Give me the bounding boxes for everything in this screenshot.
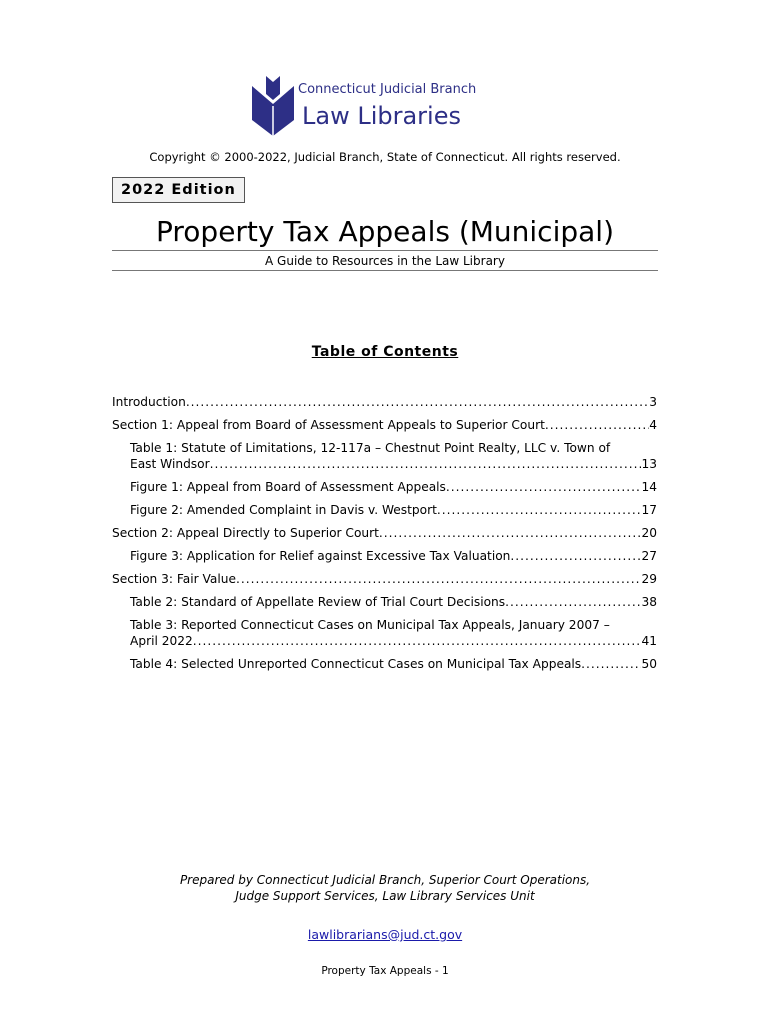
toc-leader-dots [510, 548, 641, 564]
toc-leader-dots [379, 525, 642, 541]
toc-leader-dots [210, 456, 642, 472]
title-rule-bottom [112, 270, 658, 271]
toc-leader-dots [581, 656, 641, 672]
toc-entry[interactable] [112, 479, 657, 495]
toc-entry-label: Figure 3: Application for Relief against Excessive Tax Valuation [130, 549, 511, 563]
unit-name: Law Libraries [302, 102, 461, 130]
toc-leader-dots [437, 502, 642, 518]
toc-entry-label: Table 2: Standard of Appellate Review of Trial Court Decisions [130, 595, 506, 609]
toc-entry-label: Introduction [112, 395, 186, 409]
toc-entry[interactable] [112, 440, 657, 472]
toc-entry[interactable] [112, 394, 657, 410]
document-subtitle: A Guide to Resources in the Law Library [265, 254, 505, 268]
contact-email [0, 927, 770, 942]
toc-entry[interactable] [112, 571, 657, 587]
toc-entry-label: Table 4: Selected Unreported Connecticut Cases on Municipal Tax Appeals [130, 657, 582, 671]
toc-page-number: 41 [641, 634, 657, 648]
toc-entry[interactable] [112, 525, 657, 541]
prepared-by-line-1: Prepared by Connecticut Judicial Branch, Superior Court Operations, [179, 873, 591, 887]
copyright-notice: Copyright © 2000-2022, Judicial Branch, State of Connecticut. All rights reserved. [149, 150, 621, 164]
email-link[interactable]: lawlibrarians@jud.ct.gov [307, 927, 463, 942]
toc-entry-label: East Windsor [130, 457, 210, 471]
table-of-contents [112, 394, 657, 679]
toc-leader-dots [505, 594, 641, 610]
page-footer: Property Tax Appeals - 1 [321, 965, 449, 977]
toc-entry-label: Table 1: Statute of Limitations, 12-117a – Chestnut Point Realty, LLC v. Town of [130, 441, 611, 455]
title-rule-top [112, 250, 658, 251]
toc-entry-label: Section 1: Appeal from Board of Assessment Appeals to Superior Court [112, 418, 545, 432]
toc-heading: Table of Contents [311, 344, 459, 360]
toc-entry-label: Section 2: Appeal Directly to Superior Court [112, 526, 379, 540]
toc-entry-label: Figure 2: Amended Complaint in Davis v. Westport [130, 503, 437, 517]
book-shield-icon [252, 76, 294, 138]
toc-page-number: 17 [641, 503, 657, 517]
toc-leader-dots [186, 394, 649, 410]
prepared-by-line-2: Judge Support Services, Law Library Services Unit [235, 889, 535, 903]
toc-entry-label: Table 3: Reported Connecticut Cases on Municipal Tax Appeals, January 2007 – [130, 618, 610, 632]
toc-leader-dots [236, 571, 641, 587]
toc-page-number: 3 [649, 395, 657, 409]
edition-badge: 2022 Edition [112, 177, 245, 203]
toc-entry[interactable] [112, 417, 657, 433]
toc-page-number: 14 [641, 480, 657, 494]
toc-entry-label: April 2022 [130, 634, 193, 648]
toc-leader-dots [545, 417, 649, 433]
toc-entry[interactable] [112, 594, 657, 610]
toc-page-number: 27 [641, 549, 657, 563]
toc-entry[interactable] [112, 548, 657, 564]
toc-leader-dots [446, 479, 642, 495]
document-title: Property Tax Appeals (Municipal) [156, 215, 614, 248]
toc-page-number: 20 [641, 526, 657, 540]
toc-leader-dots [193, 633, 642, 649]
law-libraries-logo [252, 76, 492, 140]
toc-entry-label: Figure 1: Appeal from Board of Assessment Appeals [130, 480, 446, 494]
toc-page-number: 13 [641, 457, 657, 471]
prepared-by [0, 872, 770, 904]
org-name: Connecticut Judicial Branch [298, 82, 477, 97]
toc-entry[interactable] [112, 656, 657, 672]
toc-page-number: 29 [641, 572, 657, 586]
toc-page-number: 38 [641, 595, 657, 609]
toc-entry[interactable] [112, 502, 657, 518]
toc-entry[interactable] [112, 617, 657, 649]
toc-page-number: 50 [641, 657, 657, 671]
toc-entry-label: Section 3: Fair Value [112, 572, 236, 586]
toc-page-number: 4 [649, 418, 657, 432]
